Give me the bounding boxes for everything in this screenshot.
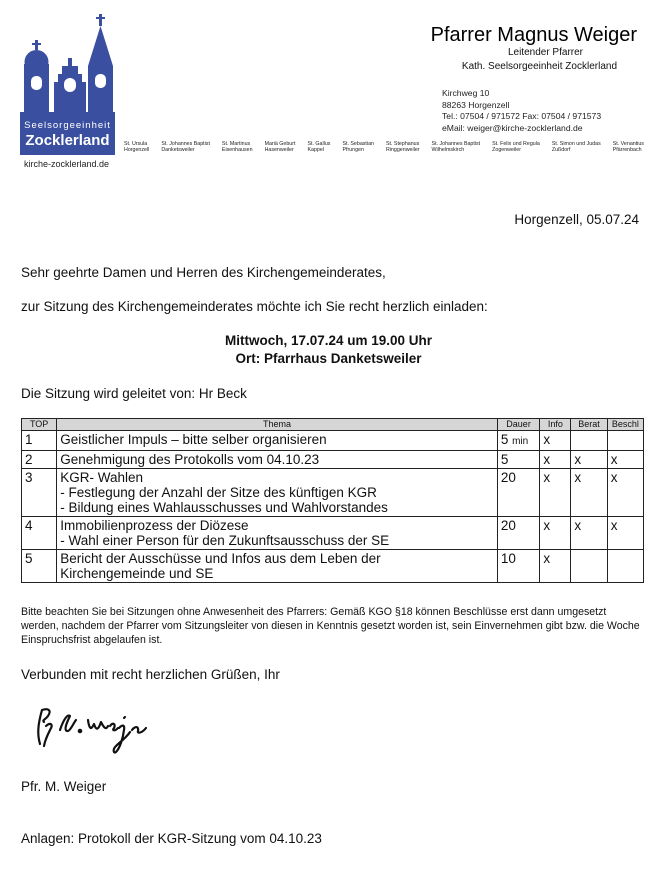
agenda-row bbox=[22, 451, 644, 469]
parish-item: St. Sebastian Pfrungen bbox=[342, 141, 374, 153]
header-top: TOP bbox=[22, 419, 57, 431]
logo-text-line2: Zocklerland bbox=[25, 132, 110, 149]
address-email[interactable]: eMail: weiger@kirche-zocklerland.de bbox=[442, 122, 583, 133]
agenda-topic: KGR- Wahlen - Festlegung der Anzahl der Sitze des künftigen KGR - Bildung eines Wahlausschusses und Wahlvorstandes bbox=[57, 469, 498, 517]
agenda-top: 1 bbox=[22, 431, 57, 451]
signer-name: Pfr. M. Weiger bbox=[21, 779, 107, 794]
agenda-duration: 20 bbox=[497, 469, 540, 517]
agenda-berat: x bbox=[571, 469, 607, 517]
header-thema: Thema bbox=[57, 419, 498, 431]
letter-date: Horgenzell, 05.07.24 bbox=[514, 212, 639, 227]
parish-item: St. Venantius Pfärrenbach bbox=[612, 141, 644, 153]
parish-item: St. Martinus Eisenhausen bbox=[221, 141, 253, 153]
agenda-duration: 5 bbox=[497, 451, 540, 469]
logo-url: kirche-zocklerland.de bbox=[24, 159, 110, 169]
agenda-info: x bbox=[540, 517, 571, 550]
meeting-location: Ort: Pfarrhaus Danketsweiler bbox=[235, 351, 422, 366]
header-berat: Berat bbox=[571, 419, 607, 431]
agenda-topic: Immobilienprozess der Diözese - Wahl einer Person für den Zukunftsausschuss der SE bbox=[57, 517, 498, 550]
salutation: Sehr geehrte Damen und Herren des Kirchengemeinderates, bbox=[21, 265, 386, 280]
sender-name: Pfarrer Magnus Weiger bbox=[430, 24, 637, 46]
agenda-info: x bbox=[540, 451, 571, 469]
parish-item: St. Felix und Regula Zogenweiler bbox=[492, 141, 540, 153]
agenda-duration: 5 min bbox=[497, 431, 540, 451]
legal-note: Bitte beachten Sie bei Sitzungen ohne Anwesenheit des Pfarrers: Gemäß KGO §18 können Beschlüsse erst dann umgesetzt werden, nachdem der Pfarrer vom Sitzungsleiter von diesen in Kenntnis gesetzt worden ist, sein Einvernehmen gibt bzw. die Woche Einspruchsfrist abgelaufen ist. bbox=[21, 606, 640, 646]
parish-item: St. Stephanus Ringgenweiler bbox=[385, 141, 420, 153]
agenda-topic: Bericht der Ausschüsse und Infos aus dem Leben der Kirchengemeinde und SE bbox=[57, 550, 498, 583]
header-info: Info bbox=[540, 419, 571, 431]
agenda-top: 2 bbox=[22, 451, 57, 469]
header-beschl: Beschl bbox=[607, 419, 643, 431]
sender-role: Leitender Pfarrer bbox=[507, 47, 583, 58]
sender-org: Kath. Seelsorgeeinheit Zocklerland bbox=[461, 61, 617, 72]
agenda-top: 5 bbox=[22, 550, 57, 583]
sender-address bbox=[442, 88, 601, 134]
header-dauer: Dauer bbox=[497, 419, 540, 431]
agenda-beschl: x bbox=[607, 451, 643, 469]
meeting-date: Mittwoch, 17.07.24 um 19.00 Uhr bbox=[224, 333, 433, 348]
agenda-berat bbox=[571, 550, 607, 583]
agenda-berat: x bbox=[571, 517, 607, 550]
agenda-row bbox=[22, 517, 644, 550]
agenda-beschl: x bbox=[607, 517, 643, 550]
address-city: 88263 Horgenzell bbox=[442, 99, 510, 110]
parish-list bbox=[124, 141, 644, 161]
agenda-info: x bbox=[540, 550, 571, 583]
parish-item: St. Johannes Baptist Danketsweiler bbox=[161, 141, 210, 153]
agenda-topic: Genehmigung des Protokolls vom 04.10.23 bbox=[57, 451, 498, 469]
agenda-beschl: x bbox=[607, 469, 643, 517]
parish-item: St. Simon und Judas Zußdorf bbox=[551, 141, 601, 153]
address-phone: Tel.: 07504 / 971572 Fax: 07504 / 971573 bbox=[442, 111, 602, 121]
closing-line: Verbunden mit recht herzlichen Grüßen, Ihr bbox=[21, 667, 280, 682]
agenda-header-row bbox=[22, 419, 644, 431]
agenda-berat: x bbox=[571, 451, 607, 469]
address-street: Kirchweg 10 bbox=[442, 88, 490, 98]
agenda-info: x bbox=[540, 431, 571, 451]
invitation-text: zur Sitzung des Kirchengemeinderates möchte ich Sie recht herzlich einladen: bbox=[21, 299, 488, 314]
handwritten-signature bbox=[34, 700, 159, 760]
agenda-table bbox=[21, 418, 644, 583]
parish-item: St. Gallus Kappel bbox=[307, 141, 331, 153]
attachments-line: Anlagen: Protokoll der KGR-Sitzung vom 04.10.23 bbox=[21, 831, 322, 846]
agenda-berat bbox=[571, 431, 607, 451]
agenda-duration: 20 bbox=[497, 517, 540, 550]
logo-text-line1: Seelsorgeeinheit bbox=[24, 120, 111, 131]
agenda-topic: Geistlicher Impuls – bitte selber organisieren bbox=[57, 431, 498, 451]
agenda-info: x bbox=[540, 469, 571, 517]
agenda-row bbox=[22, 550, 644, 583]
parish-item: St. Ursula Horgenzell bbox=[124, 141, 150, 153]
agenda-beschl bbox=[607, 431, 643, 451]
agenda-duration: 10 bbox=[497, 550, 540, 583]
parish-item: St. Johannes Baptist Wilhelmskirch bbox=[431, 141, 481, 153]
agenda-beschl bbox=[607, 550, 643, 583]
agenda-row bbox=[22, 431, 644, 451]
agenda-row bbox=[22, 469, 644, 517]
agenda-top: 3 bbox=[22, 469, 57, 517]
parish-item: Mariä Geburt Hasenweiler bbox=[264, 141, 296, 153]
meeting-chair: Die Sitzung wird geleitet von: Hr Beck bbox=[21, 386, 247, 401]
agenda-top: 4 bbox=[22, 517, 57, 550]
